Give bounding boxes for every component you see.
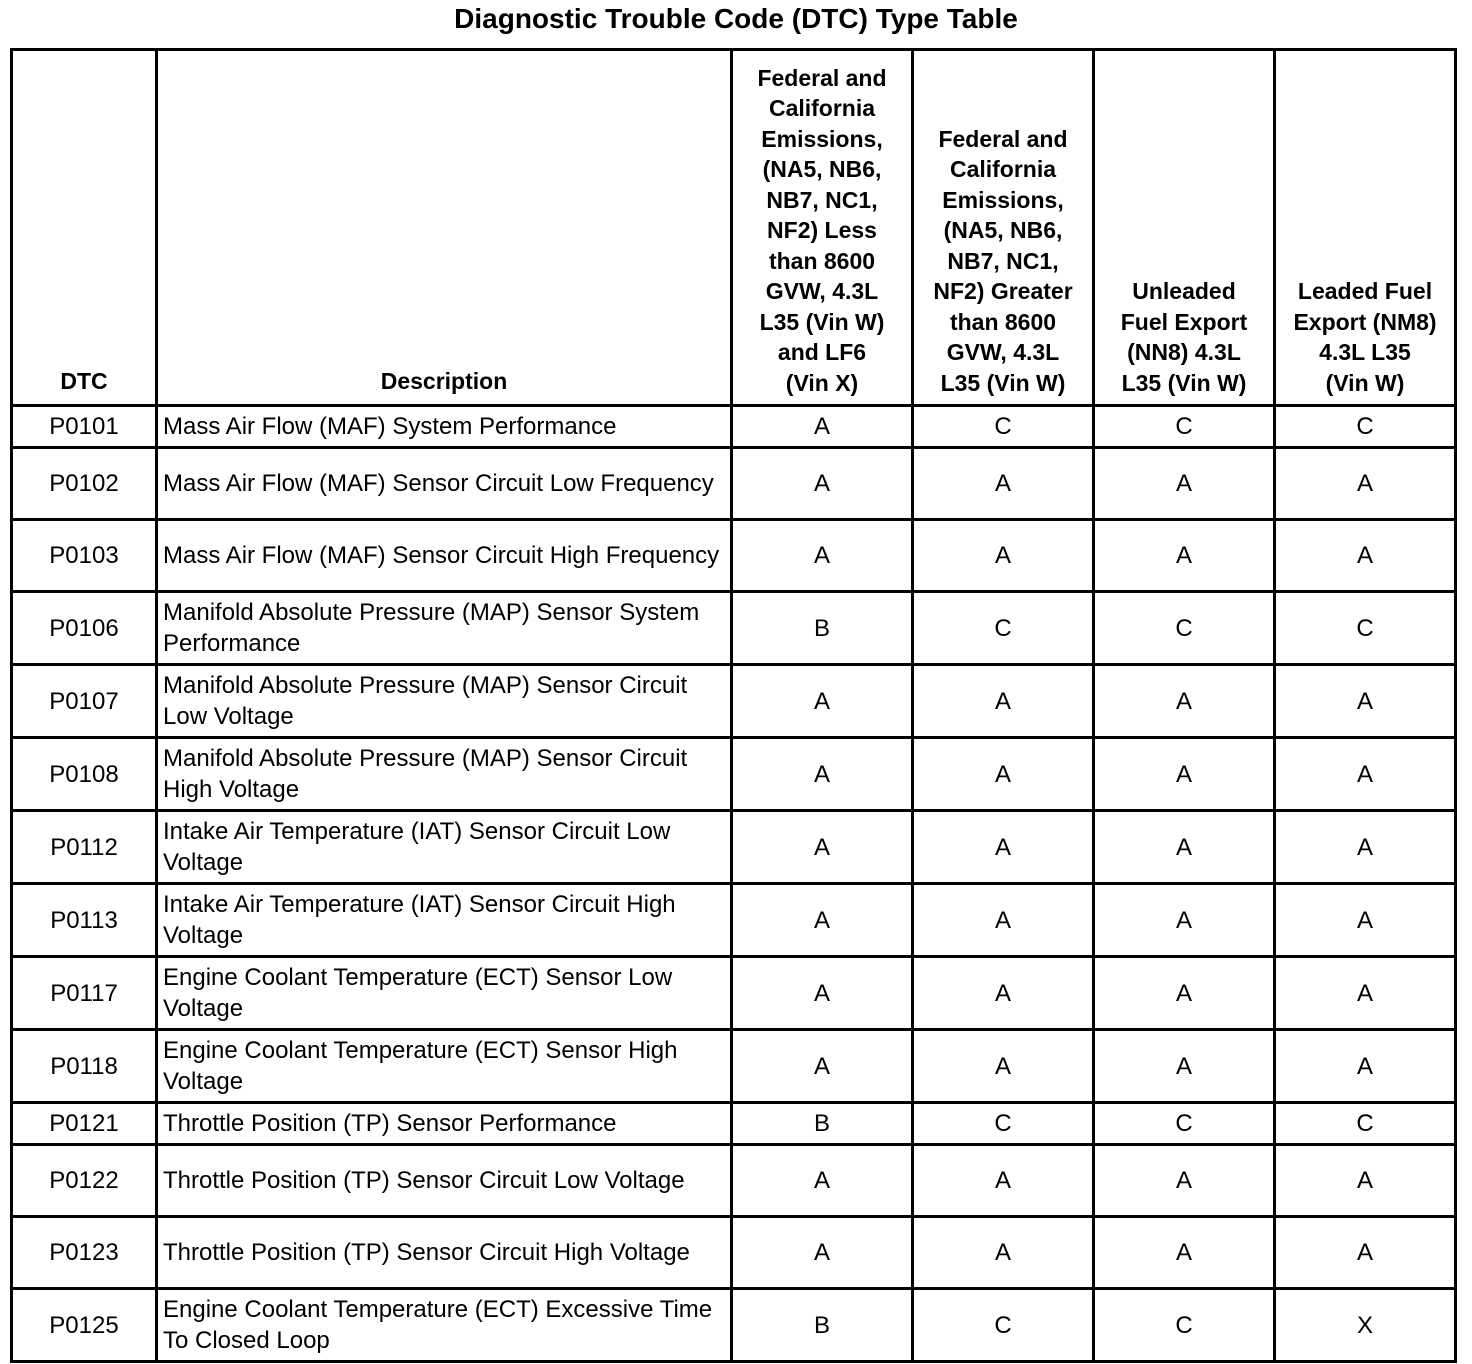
type-cell-unleaded-fuel-export: A [1094, 665, 1275, 738]
type-cell-federal-california-less-8600: A [732, 1217, 913, 1289]
type-cell-federal-california-greater-8600: A [913, 738, 1094, 811]
type-cell-federal-california-less-8600: A [732, 1145, 913, 1217]
description-cell: Throttle Position (TP) Sensor Circuit Low Voltage [157, 1145, 732, 1217]
type-cell-unleaded-fuel-export: A [1094, 1217, 1275, 1289]
description-cell: Manifold Absolute Pressure (MAP) Sensor Circuit Low Voltage [157, 665, 732, 738]
type-cell-unleaded-fuel-export: A [1094, 520, 1275, 592]
dtc-code-cell: P0106 [12, 592, 157, 665]
dtc-code-cell: P0108 [12, 738, 157, 811]
column-header-federal-california-greater-8600 [913, 50, 1094, 406]
column-header-line: 4.3L L35 [1319, 339, 1411, 365]
type-cell-federal-california-greater-8600: C [913, 1103, 1094, 1145]
type-cell-unleaded-fuel-export: C [1094, 1289, 1275, 1362]
dtc-code-cell: P0123 [12, 1217, 157, 1289]
type-cell-leaded-fuel-export: A [1275, 738, 1456, 811]
column-header-line: (Vin X) [785, 369, 859, 396]
type-cell-federal-california-greater-8600: A [913, 1145, 1094, 1217]
column-header-line: NB7, NC1, [766, 186, 878, 213]
type-cell-federal-california-greater-8600: A [913, 520, 1094, 592]
column-header-dtc: DTC [12, 50, 157, 406]
type-cell-federal-california-less-8600: B [732, 1103, 913, 1145]
type-cell-federal-california-less-8600: A [732, 884, 913, 957]
type-cell-unleaded-fuel-export: A [1094, 1145, 1275, 1217]
type-cell-unleaded-fuel-export: C [1094, 406, 1275, 448]
dtc-code-cell: P0121 [12, 1103, 157, 1145]
table-row [12, 448, 1456, 520]
table-row [12, 957, 1456, 1030]
table-row [12, 1145, 1456, 1217]
table-row [12, 406, 1456, 448]
dtc-code-cell: P0118 [12, 1030, 157, 1103]
type-cell-federal-california-greater-8600: C [913, 1289, 1094, 1362]
table-row [12, 811, 1456, 884]
column-header-line: (NN8) 4.3L [1127, 339, 1241, 365]
column-header-line: Emissions, [761, 125, 883, 152]
description-cell: Engine Coolant Temperature (ECT) Sensor Low Voltage [157, 957, 732, 1030]
type-cell-unleaded-fuel-export: A [1094, 1030, 1275, 1103]
column-header-line: than 8600 [768, 247, 876, 274]
column-header-line: L35 (Vin W) [940, 369, 1066, 396]
type-cell-unleaded-fuel-export: A [1094, 957, 1275, 1030]
column-header-line: California [768, 95, 876, 121]
type-cell-federal-california-greater-8600: C [913, 406, 1094, 448]
column-header-line: L35 (Vin W) [759, 308, 885, 335]
table-row [12, 592, 1456, 665]
type-cell-leaded-fuel-export: A [1275, 884, 1456, 957]
column-header-line: and LF6 [777, 339, 867, 365]
description-cell: Mass Air Flow (MAF) System Performance [157, 406, 732, 448]
column-header-line: Federal and [757, 64, 887, 91]
column-header-line: NF2) Less [767, 217, 877, 243]
column-header-line: Unleaded [1132, 278, 1236, 304]
type-cell-leaded-fuel-export: A [1275, 957, 1456, 1030]
type-cell-federal-california-less-8600: A [732, 738, 913, 811]
header-row [12, 50, 1456, 406]
column-header-line: GVW, 4.3L [946, 339, 1060, 365]
type-cell-federal-california-less-8600: B [732, 592, 913, 665]
description-cell: Manifold Absolute Pressure (MAP) Sensor System Performance [157, 592, 732, 665]
dtc-code-cell: P0113 [12, 884, 157, 957]
type-cell-federal-california-greater-8600: A [913, 884, 1094, 957]
dtc-code-cell: P0112 [12, 811, 157, 884]
type-cell-leaded-fuel-export: A [1275, 811, 1456, 884]
column-header-line: (NA5, NB6, [943, 217, 1063, 243]
table-row [12, 665, 1456, 738]
description-cell: Mass Air Flow (MAF) Sensor Circuit High Frequency [157, 520, 732, 592]
table-row [12, 738, 1456, 811]
type-cell-federal-california-less-8600: A [732, 448, 913, 520]
type-cell-unleaded-fuel-export: A [1094, 884, 1275, 957]
column-header-description: Description [157, 50, 732, 406]
type-cell-leaded-fuel-export: A [1275, 1030, 1456, 1103]
type-cell-unleaded-fuel-export: A [1094, 811, 1275, 884]
type-cell-leaded-fuel-export: A [1275, 448, 1456, 520]
column-header-line: L35 (Vin W) [1121, 369, 1247, 396]
column-header-federal-california-less-8600 [732, 50, 913, 406]
table-body [12, 406, 1456, 1362]
type-cell-federal-california-less-8600: B [732, 1289, 913, 1362]
type-cell-federal-california-less-8600: A [732, 665, 913, 738]
type-cell-leaded-fuel-export: A [1275, 665, 1456, 738]
column-header-line: California [949, 156, 1057, 182]
column-header-line: NF2) Greater [933, 278, 1073, 304]
type-cell-federal-california-greater-8600: A [913, 811, 1094, 884]
type-cell-leaded-fuel-export: A [1275, 1217, 1456, 1289]
type-cell-leaded-fuel-export: X [1275, 1289, 1456, 1362]
column-header-line: Fuel Export [1120, 308, 1248, 335]
type-cell-leaded-fuel-export: A [1275, 520, 1456, 592]
table-row [12, 1289, 1456, 1362]
column-header-line: Federal and [938, 125, 1068, 152]
type-cell-federal-california-greater-8600: C [913, 592, 1094, 665]
table-row [12, 520, 1456, 592]
dtc-type-table [10, 48, 1457, 1363]
table-row [12, 884, 1456, 957]
type-cell-federal-california-less-8600: A [732, 406, 913, 448]
type-cell-federal-california-greater-8600: A [913, 1030, 1094, 1103]
type-cell-federal-california-less-8600: A [732, 520, 913, 592]
description-cell: Engine Coolant Temperature (ECT) Sensor High Voltage [157, 1030, 732, 1103]
table-row [12, 1030, 1456, 1103]
dtc-code-cell: P0103 [12, 520, 157, 592]
table-row [12, 1103, 1456, 1145]
type-cell-leaded-fuel-export: A [1275, 1145, 1456, 1217]
dtc-code-cell: P0107 [12, 665, 157, 738]
table-row [12, 1217, 1456, 1289]
type-cell-leaded-fuel-export: C [1275, 406, 1456, 448]
type-cell-federal-california-greater-8600: A [913, 1217, 1094, 1289]
column-header-line: GVW, 4.3L [765, 278, 879, 304]
dtc-code-cell: P0102 [12, 448, 157, 520]
column-header-line: than 8600 [949, 308, 1057, 335]
column-header-leaded-fuel-export [1275, 50, 1456, 406]
column-header-line: (NA5, NB6, [762, 156, 882, 182]
column-header-line: NB7, NC1, [947, 247, 1059, 274]
description-cell: Intake Air Temperature (IAT) Sensor Circuit Low Voltage [157, 811, 732, 884]
description-cell: Manifold Absolute Pressure (MAP) Sensor Circuit High Voltage [157, 738, 732, 811]
type-cell-federal-california-greater-8600: A [913, 665, 1094, 738]
description-cell: Throttle Position (TP) Sensor Performance [157, 1103, 732, 1145]
type-cell-leaded-fuel-export: C [1275, 1103, 1456, 1145]
column-header-line: (Vin W) [1325, 369, 1405, 396]
description-cell: Mass Air Flow (MAF) Sensor Circuit Low Frequency [157, 448, 732, 520]
type-cell-federal-california-greater-8600: A [913, 957, 1094, 1030]
type-cell-federal-california-greater-8600: A [913, 448, 1094, 520]
column-header-line: Export (NM8) [1293, 308, 1437, 335]
type-cell-federal-california-less-8600: A [732, 1030, 913, 1103]
column-header-unleaded-fuel-export [1094, 50, 1275, 406]
page-title: Diagnostic Trouble Code (DTC) Type Table [454, 3, 1018, 34]
dtc-code-cell: P0117 [12, 957, 157, 1030]
description-cell: Intake Air Temperature (IAT) Sensor Circuit High Voltage [157, 884, 732, 957]
type-cell-unleaded-fuel-export: C [1094, 592, 1275, 665]
type-cell-federal-california-less-8600: A [732, 957, 913, 1030]
type-cell-leaded-fuel-export: C [1275, 592, 1456, 665]
dtc-code-cell: P0101 [12, 406, 157, 448]
type-cell-unleaded-fuel-export: A [1094, 738, 1275, 811]
column-header-line: Emissions, [942, 186, 1064, 213]
type-cell-unleaded-fuel-export: A [1094, 448, 1275, 520]
description-cell: Engine Coolant Temperature (ECT) Excessive Time To Closed Loop [157, 1289, 732, 1362]
type-cell-unleaded-fuel-export: C [1094, 1103, 1275, 1145]
column-header-line: Leaded Fuel [1297, 278, 1433, 304]
description-cell: Throttle Position (TP) Sensor Circuit High Voltage [157, 1217, 732, 1289]
type-cell-federal-california-less-8600: A [732, 811, 913, 884]
dtc-code-cell: P0125 [12, 1289, 157, 1362]
dtc-code-cell: P0122 [12, 1145, 157, 1217]
